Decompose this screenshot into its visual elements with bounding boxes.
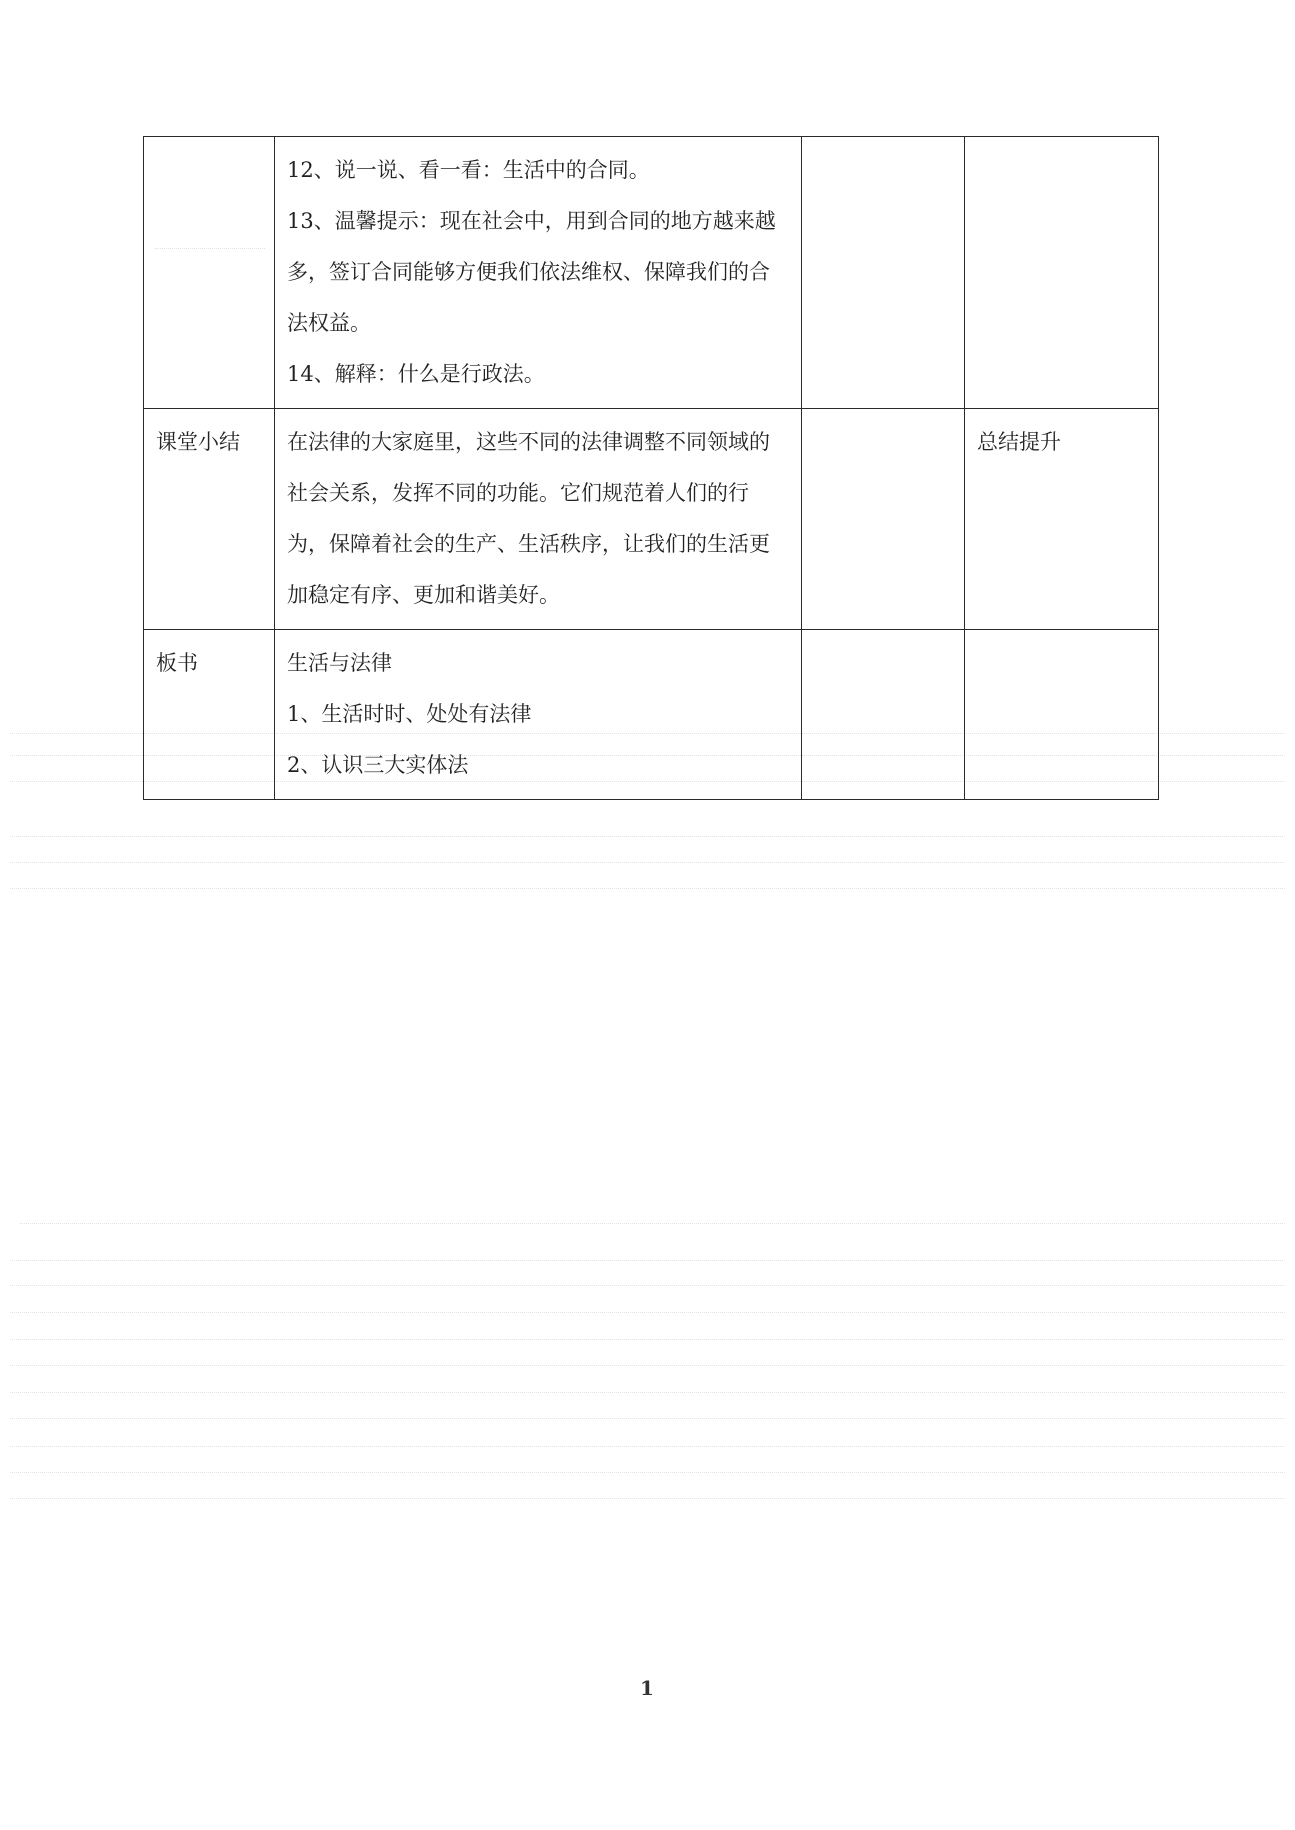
intent-cell xyxy=(965,137,1159,409)
section-cell: 板书 xyxy=(144,630,275,800)
scan-guide-line xyxy=(10,1498,1285,1499)
section-cell xyxy=(144,137,275,409)
page-number: 1 xyxy=(640,1676,654,1700)
lesson-plan-table xyxy=(143,136,1159,800)
scan-guide-line xyxy=(10,1260,1285,1261)
scan-guide-line xyxy=(10,1312,1285,1313)
content-line: 生活与法律 xyxy=(287,651,392,675)
content-cell xyxy=(275,630,802,800)
content-line: 14、解释：什么是行政法。 xyxy=(287,362,545,386)
scan-guide-line xyxy=(10,888,1285,889)
scan-guide-line xyxy=(10,1446,1285,1447)
content-line: 13、温馨提示：现在社会中，用到合同的地方越来越多，签订合同能够方便我们依法维权、保障我们的合法权益。 xyxy=(287,209,776,335)
content-line: 在法律的大家庭里，这些不同的法律调整不同领域的社会关系，发挥不同的功能。它们规范着人们的行为，保障着社会的生产、生活秩序，让我们的生活更加稳定有序、更加和谐美好。 xyxy=(287,430,770,607)
content-line: 1、生活时时、处处有法律 xyxy=(287,702,532,726)
content-line: 12、说一说、看一看：生活中的合同。 xyxy=(287,158,650,182)
table-row xyxy=(144,630,1159,800)
scan-guide-line xyxy=(20,1223,1285,1224)
scan-guide-line xyxy=(10,1339,1285,1340)
student-activity-cell xyxy=(802,409,965,630)
student-activity-cell xyxy=(802,630,965,800)
content-cell xyxy=(275,137,802,409)
student-activity-cell xyxy=(802,137,965,409)
scan-guide-line xyxy=(10,1365,1285,1366)
intent-cell: 总结提升 xyxy=(965,409,1159,630)
scan-guide-line xyxy=(10,1418,1285,1419)
table-row xyxy=(144,409,1159,630)
scan-guide-line xyxy=(10,862,1285,863)
scan-guide-line xyxy=(10,1285,1285,1286)
intent-cell xyxy=(965,630,1159,800)
section-cell: 课堂小结 xyxy=(144,409,275,630)
content-cell xyxy=(275,409,802,630)
scan-guide-line xyxy=(10,1392,1285,1393)
scan-guide-line xyxy=(10,836,1285,837)
table-row xyxy=(144,137,1159,409)
content-line: 2、认识三大实体法 xyxy=(287,753,469,777)
scan-guide-line xyxy=(10,1472,1285,1473)
